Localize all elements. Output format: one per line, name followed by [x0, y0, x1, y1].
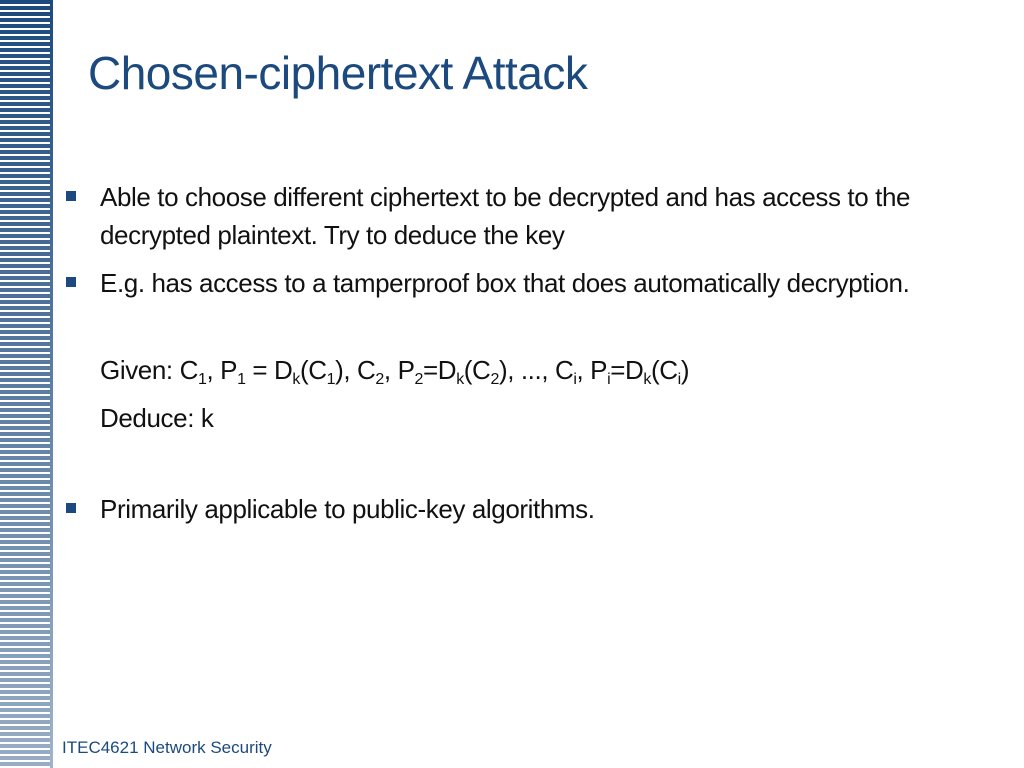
footer-course-label: ITEC4621 Network Security — [62, 738, 272, 757]
decorative-stripe-edge — [50, 0, 53, 768]
slide-title: Chosen-ciphertext Attack — [88, 47, 588, 99]
bullet-item — [62, 264, 962, 302]
deduce-formula: Deduce: k — [100, 403, 214, 433]
given-label: Given: — [100, 355, 180, 385]
bullet-text: Primarily applicable to public-key algorithms. — [100, 494, 595, 524]
decorative-stripe-bar — [0, 0, 50, 768]
bullet-item — [62, 490, 962, 528]
bullet-text: Able to choose different ciphertext to be decrypted and has access to the decrypted plaintext. Try to deduce the key — [100, 182, 911, 250]
given-formula: Given: $C_1$, $P_1 = D_k(C_1)$, $C_2$, $P_2=D_k(C_2)$, ..., $C_i$, $P_i=D_k(C_i)$ — [100, 355, 690, 388]
square-bullet-icon — [66, 503, 76, 513]
square-bullet-icon — [66, 191, 76, 201]
bullet-text: E.g. has access to a tamperproof box that does automatically decryption. — [100, 268, 910, 298]
formula-block — [62, 346, 962, 442]
bullet-list — [62, 178, 962, 538]
bullet-item — [62, 178, 962, 254]
square-bullet-icon — [66, 277, 76, 287]
